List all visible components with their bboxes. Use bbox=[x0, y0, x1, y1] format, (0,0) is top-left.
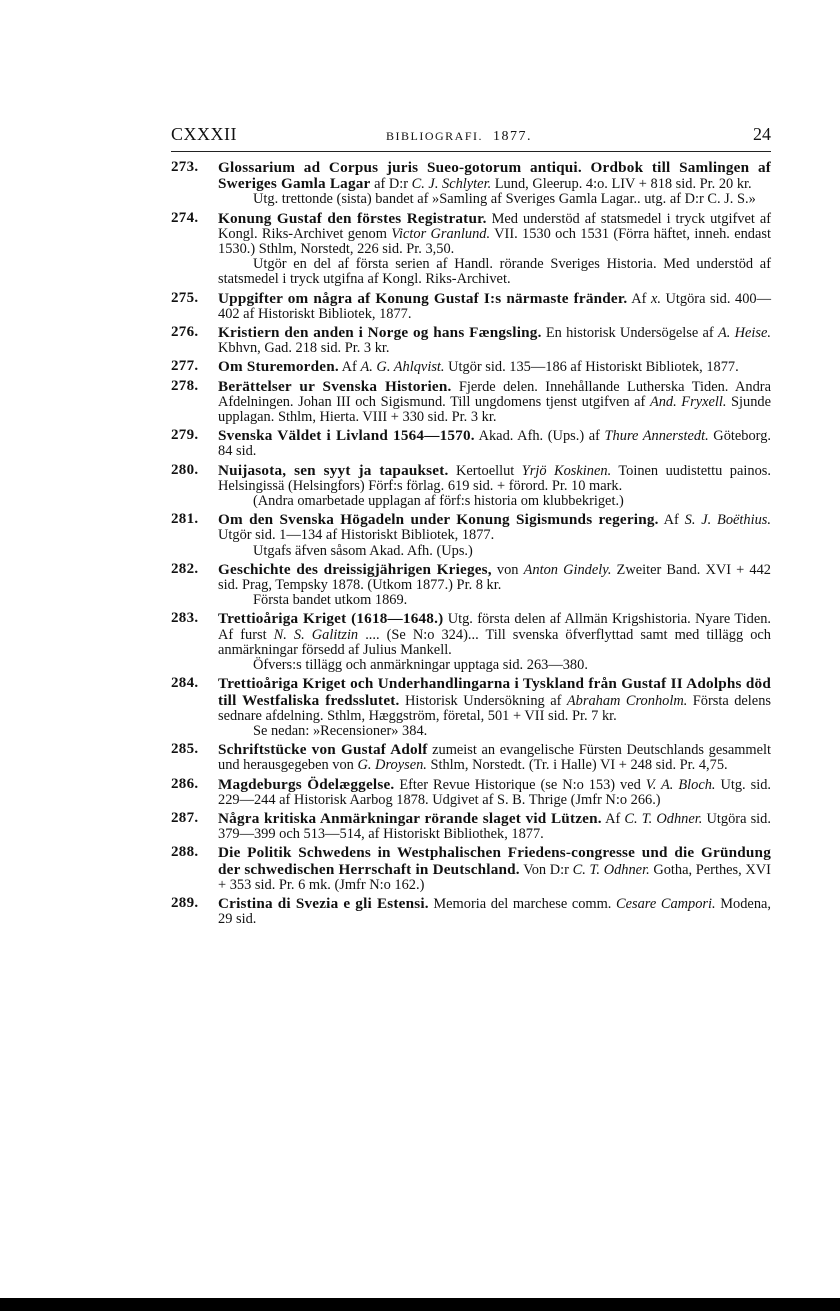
entry-number: 275. bbox=[171, 289, 199, 306]
entry-title: Konung Gustaf den förstes Registratur. bbox=[218, 209, 487, 227]
entry-details: Sjunde upplagan. Sthlm, Hierta. VIII + 330 sid. Pr. 3 kr. bbox=[218, 393, 772, 426]
entry-title: Glossarium ad Corpus juris Sueo-gotorum antiqui. Ordbok till Samlingen af Sweriges Gamla Lagar bbox=[218, 159, 771, 193]
entry-title: Om den Svenska Högadeln under Konung Sigismunds regering. bbox=[218, 511, 659, 529]
entry-title: Die Politik Schwedens in Westphalischen Friedens-congresse und die Gründung der schwedischen Herrschaft in Deutschland. bbox=[218, 844, 771, 878]
entry-number: 288. bbox=[171, 844, 199, 861]
entry-text: Memoria del marchese comm. bbox=[428, 895, 617, 912]
bibliography-entry bbox=[171, 896, 771, 927]
entry-text: Efter Revue Historique (se N:o 153) ved bbox=[394, 776, 646, 793]
entry-number: 273. bbox=[171, 159, 199, 175]
entry-text: Akad. Afh. (Ups.) af bbox=[474, 428, 605, 445]
entry-details: Utg. sid. 229—244 af Historisk Aarbog 1878. Udgivet af S. B. Thrige (Jmfr N:o 266.) bbox=[218, 776, 771, 808]
entry-title: Uppgifter om några af Konung Gustaf I:s närmaste fränder. bbox=[218, 289, 628, 307]
entry-author: G. Droysen. bbox=[357, 757, 427, 774]
entry-title: Trettioåriga Kriget och Underhandlingarna i Tyskland från Gustaf II Adolphs död till Westfaliska fredsslutet. bbox=[218, 675, 771, 709]
running-title bbox=[386, 129, 532, 145]
entry-details: Lund, Gleerup. 4:o. LIV + 818 sid. Pr. 20 kr. bbox=[491, 176, 752, 193]
scan-bottom-edge bbox=[0, 1298, 840, 1311]
entry-text: Med understöd af statsmedel i tryck utgifvet af Kongl. Riks-Archivet genom bbox=[218, 210, 771, 242]
bibliography-entry bbox=[171, 291, 771, 322]
entry-number: 276. bbox=[171, 324, 199, 341]
bibliography-entry bbox=[171, 160, 771, 208]
entry-details: Sthlm, Norstedt. (Tr. i Halle) VI + 248 sid. Pr. 4,75. bbox=[426, 757, 728, 774]
entry-title: Magdeburgs Ödelæggelse. bbox=[218, 775, 395, 793]
entry-author: A. G. Ahlqvist. bbox=[360, 359, 445, 376]
entry-text: Von D:r bbox=[519, 861, 573, 878]
entry-text: Historisk Undersökning af bbox=[399, 692, 567, 709]
entry-text: zumeist an evangelische Fürsten Deutschlands gesammelt und herausgegeben von bbox=[218, 742, 772, 774]
entry-details: Göteborg. 84 sid. bbox=[218, 428, 772, 460]
entry-number: 282. bbox=[171, 560, 199, 577]
entry-author: C. J. Schlyter. bbox=[411, 176, 492, 193]
entry-author: Cesare Campori. bbox=[616, 895, 716, 912]
running-year: 1877. bbox=[493, 129, 533, 144]
entry-number: 285. bbox=[171, 741, 199, 758]
entry-number: 278. bbox=[171, 377, 199, 394]
entry-author: V. A. Bloch. bbox=[645, 776, 716, 793]
entry-number: 286. bbox=[171, 775, 199, 792]
entry-number: 280. bbox=[171, 461, 199, 478]
entry-author: Victor Granlund. bbox=[391, 225, 491, 242]
entry-number: 281. bbox=[171, 511, 199, 528]
bibliography-entry bbox=[171, 512, 771, 559]
entry-number: 284. bbox=[171, 675, 199, 692]
entry-title: Om Sturemorden. bbox=[218, 358, 339, 376]
entry-note: Första bandet utkom 1869. bbox=[253, 592, 408, 609]
entry-details: Zweiter Band. XVI + 442 sid. Prag, Tempsky 1878. (Utkom 1877.) Pr. 8 kr. bbox=[218, 561, 771, 594]
page-number: 24 bbox=[753, 124, 771, 144]
header-rule bbox=[171, 151, 771, 152]
entry-text: Utg. första delen af Allmän Krigshistoria. Nyare Tiden. Af furst bbox=[218, 611, 771, 643]
entry-title: Trettioåriga Kriget (1618—1648.) bbox=[218, 610, 444, 628]
entry-details: Kbhvn, Gad. 218 sid. Pr. 3 kr. bbox=[218, 340, 390, 357]
bibliography-entry bbox=[171, 562, 771, 609]
entry-title: Nuijasota, sen syyt ja tapaukset. bbox=[218, 461, 449, 479]
running-title-text: BIBLIOGRAFI. bbox=[386, 129, 484, 143]
entry-number: 289. bbox=[171, 894, 199, 911]
entry-author: x. bbox=[650, 290, 661, 307]
bibliography-entry bbox=[171, 676, 771, 739]
entry-author: Yrjö Koskinen. bbox=[521, 462, 612, 479]
bibliography-entry bbox=[171, 777, 771, 808]
entry-text: Kertoellut bbox=[448, 462, 522, 479]
entry-number: 283. bbox=[171, 610, 199, 627]
bibliography-entry bbox=[171, 811, 771, 842]
entry-title: Svenska Väldet i Livland 1564—1570. bbox=[218, 427, 475, 445]
entry-author: N. S. Galitzin bbox=[273, 626, 359, 643]
entry-number: 287. bbox=[171, 809, 199, 826]
page-header bbox=[171, 124, 771, 148]
bibliography-list bbox=[171, 160, 771, 930]
entry-author: A. Heise. bbox=[717, 325, 772, 342]
entry-author: C. T. Odhner. bbox=[624, 810, 703, 827]
entry-title: Berättelser ur Svenska Historien. bbox=[218, 377, 452, 395]
entry-note: Utgör en del af första serien af Handl. rörande Sveriges Historia. Med understöd af statsmedel i tryck utgifna af Kongl. Riks-Archivet. bbox=[218, 256, 771, 288]
entry-number: 277. bbox=[171, 358, 199, 375]
bibliography-entry bbox=[171, 428, 771, 459]
entry-details: Toinen uudistettu painos. Helsingissä (Helsingfors) Förf:s förlag. 619 sid. + förord. Pr. 10 mark. bbox=[218, 462, 771, 494]
entry-details: Utgör sid. 135—186 af Historiskt Bibliotek, 1877. bbox=[444, 359, 739, 376]
entry-title: Geschichte des dreissigjährigen Krieges, bbox=[218, 560, 492, 578]
bibliography-entry bbox=[171, 359, 771, 375]
bibliography-entry bbox=[171, 325, 771, 356]
entry-author: Abraham Cronholm. bbox=[566, 692, 688, 709]
entry-author: Thure Annerstedt. bbox=[604, 428, 709, 445]
entry-note: Se nedan: »Recensioner» 384. bbox=[253, 722, 428, 739]
entry-text: Af bbox=[658, 512, 685, 529]
entry-details: Utgöra sid. 400—402 af Historiskt Bibliotek, 1877. bbox=[218, 290, 771, 322]
entry-text: Fjerde delen. Innehållande Lutherska Tiden. Andra Afdelningen. Johan III och Sigismund. Till ungdomens tjenst utgifven af bbox=[218, 378, 771, 410]
bibliography-entry bbox=[171, 463, 771, 510]
bibliography-entry bbox=[171, 845, 771, 893]
entry-note: Utg. trettonde (sista) bandet af »Samling af Sveriges Gamla Lagar.. utg. af D:r C. J. S.» bbox=[253, 191, 756, 208]
bibliography-entry bbox=[171, 742, 771, 773]
entry-title: Schriftstücke von Gustaf Adolf bbox=[218, 741, 428, 759]
entry-number: 279. bbox=[171, 427, 199, 444]
entry-text: von bbox=[491, 561, 524, 578]
entry-note: Öfvers:s tillägg och anmärkningar upptaga sid. 263—380. bbox=[253, 657, 588, 674]
entry-text: En historisk Undersögelse af bbox=[541, 325, 718, 342]
entry-details: VII. 1530 och 1531 (Förra häftet, inneh. endast 1530.) Sthlm, Norstedt, 226 sid. Pr. 3,50. bbox=[218, 225, 771, 258]
entry-details: Gotha, Perthes, XVI + 353 sid. Pr. 6 mk. (Jmfr N:o 162.) bbox=[218, 861, 771, 893]
entry-details: Första delens sednare afdelning. Sthlm, Hæggström, företal, 501 + VII sid. Pr. 7 kr. bbox=[218, 692, 771, 724]
entry-text: Af bbox=[627, 290, 651, 307]
entry-note: Utgafs äfven såsom Akad. Afh. (Ups.) bbox=[253, 542, 473, 559]
entry-title: Kristiern den anden i Norge og hans Fængsling. bbox=[218, 324, 542, 342]
entry-text: Af bbox=[601, 810, 625, 827]
entry-details: .... (Se N:o 324)... Till svenska öfverflyttad samt med tillägg och anmärkningar försedd af Julius Mankell. bbox=[218, 626, 772, 658]
entry-author: Anton Gindely. bbox=[523, 561, 612, 578]
bibliography-entry bbox=[171, 211, 771, 288]
entry-author: S. J. Boëthius. bbox=[684, 512, 771, 529]
entry-details: Utgör sid. 1—134 af Historiskt Bibliotek, 1877. bbox=[218, 527, 495, 544]
entry-details: Modena, 29 sid. bbox=[218, 895, 771, 928]
entry-title: Några kritiska Anmärkningar rörande slaget vid Lützen. bbox=[218, 809, 602, 827]
section-roman-numeral: CXXXII bbox=[171, 124, 237, 144]
entry-title: Cristina di Svezia e gli Estensi. bbox=[218, 894, 429, 912]
entry-author: C. T. Odhner. bbox=[572, 861, 650, 878]
entry-author: And. Fryxell. bbox=[649, 393, 727, 410]
entry-text: af D:r bbox=[370, 176, 412, 193]
entry-number: 274. bbox=[171, 209, 199, 226]
bibliography-entry bbox=[171, 611, 771, 673]
bibliography-entry bbox=[171, 379, 771, 426]
entry-text: Af bbox=[338, 359, 361, 376]
entry-details: Utgöra sid. 379—399 och 513—514, af Historiskt Bibliothek, 1877. bbox=[218, 810, 771, 843]
entry-note: (Andra omarbetade upplagan af förf:s historia om klubbekriget.) bbox=[253, 493, 624, 510]
